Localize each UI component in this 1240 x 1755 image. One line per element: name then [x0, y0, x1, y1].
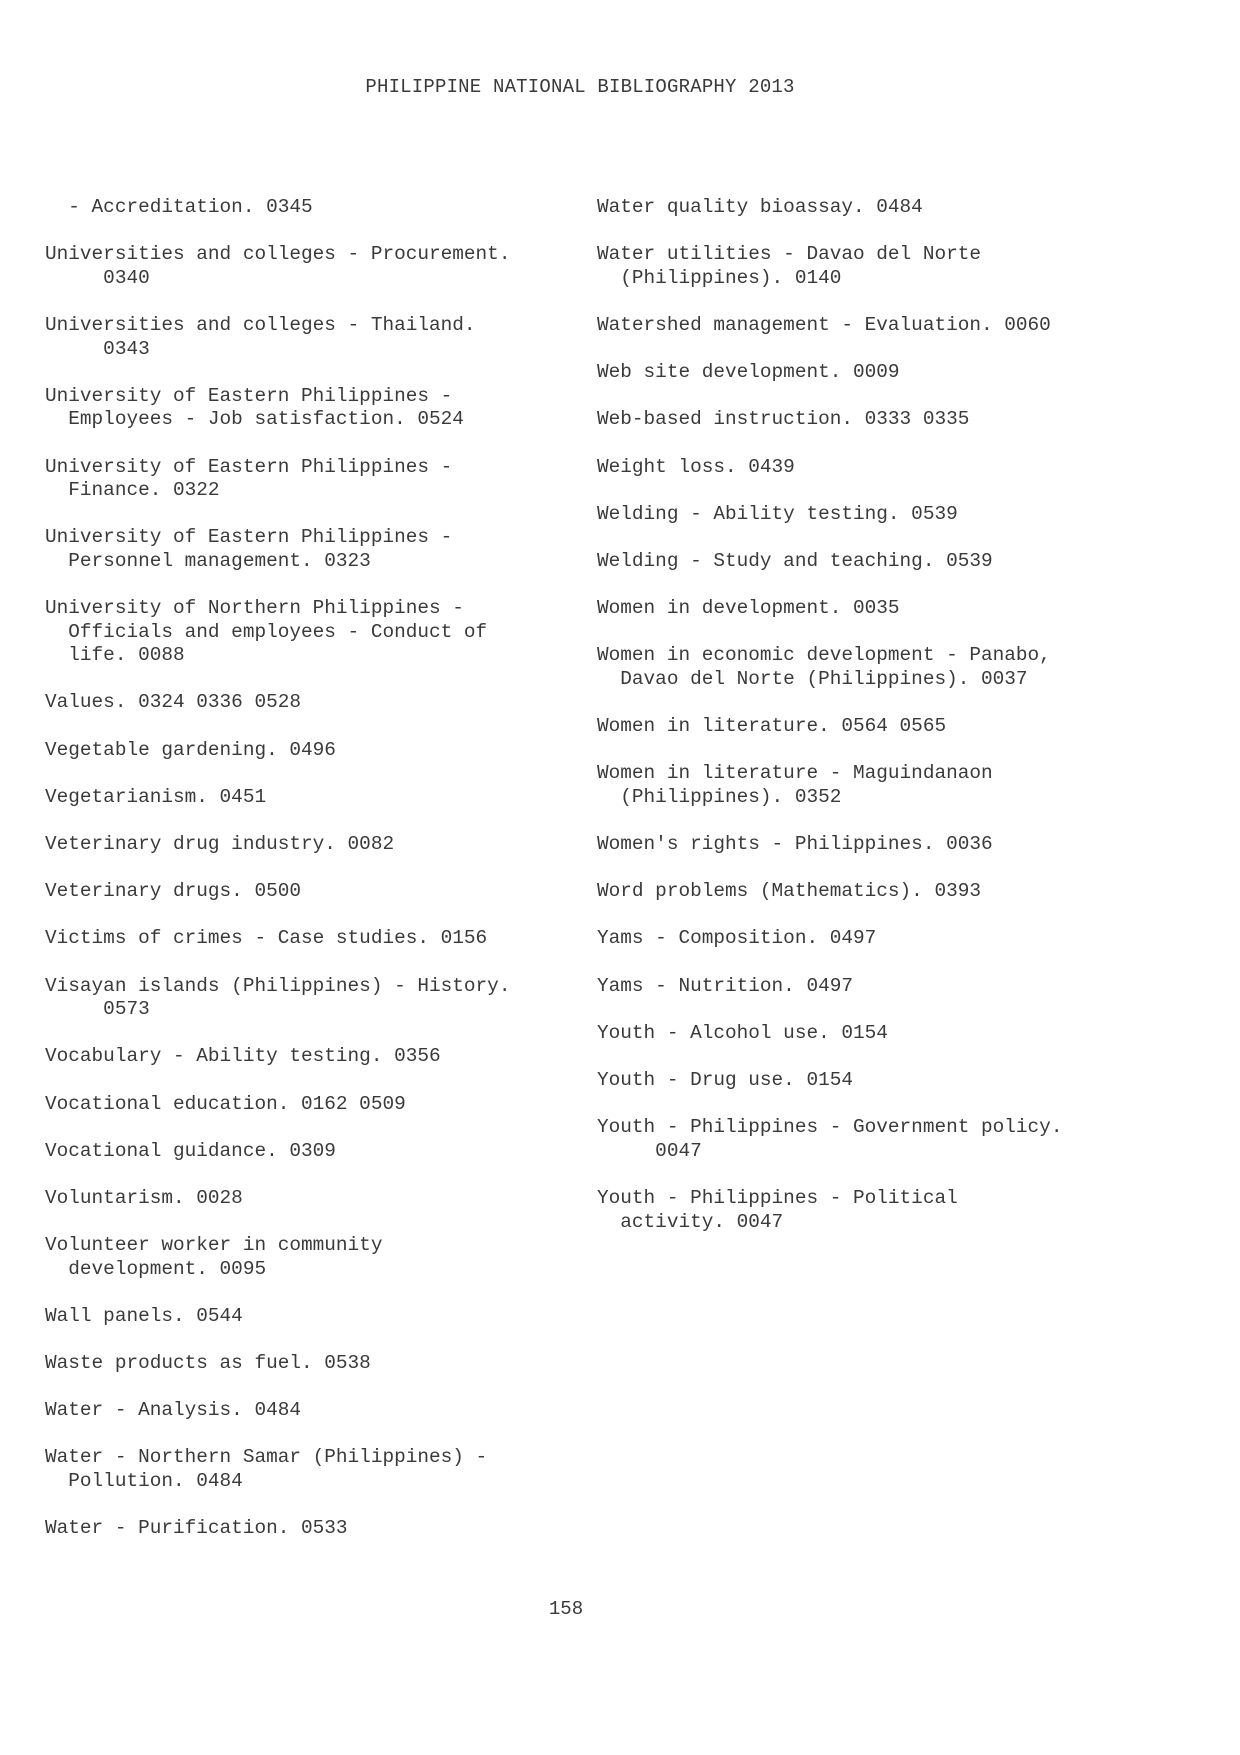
index-entry [45, 691, 605, 715]
index-entry-line: Vocational education. 0162 0509 [45, 1092, 406, 1115]
index-entry [597, 243, 1197, 290]
index-entry-line: Welding - Study and teaching. 0539 [597, 549, 993, 572]
index-entry-line: Welding - Ability testing. 0539 [597, 502, 958, 525]
index-entry-line: Women in development. 0035 [597, 597, 900, 620]
index-entry-line: Web-based instruction. 0333 0335 [597, 408, 970, 431]
index-entry-line: Youth - Philippines - Government policy. [597, 1116, 1063, 1139]
index-entry-line: Veterinary drugs. 0500 [45, 880, 301, 903]
index-entry-line: Water quality bioassay. 0484 [597, 196, 923, 218]
index-entry-line: Yams - Nutrition. 0497 [597, 974, 853, 997]
index-entry [597, 762, 1197, 809]
index-entry-line: Voluntarism. 0028 [45, 1186, 243, 1209]
index-entry [597, 1116, 1197, 1163]
index-entry-line: Visayan islands (Philippines) - History. [45, 974, 511, 997]
index-entry [597, 1069, 1197, 1093]
index-entry [597, 1187, 1197, 1234]
index-entry-line: Volunteer worker in community [45, 1234, 383, 1257]
index-entry-line: Personnel management. 0323 [45, 549, 371, 572]
index-entry-line: Water - Northern Samar (Philippines) - [45, 1446, 488, 1469]
index-entry-line: Youth - Alcohol use. 0154 [597, 1021, 888, 1044]
index-entry-line: Values. 0324 0336 0528 [45, 691, 301, 714]
index-entry [45, 314, 605, 361]
index-entry [45, 1187, 605, 1211]
index-entry-line: Davao del Norte (Philippines). 0037 [597, 667, 1028, 690]
index-entry-line: Women in literature. 0564 0565 [597, 715, 947, 738]
index-entry-line: Water - Analysis. 0484 [45, 1399, 301, 1422]
index-entry [597, 1022, 1197, 1046]
index-entry [45, 1140, 605, 1164]
index-entry-line: University of Eastern Philippines - [45, 455, 453, 478]
index-entry [45, 526, 605, 573]
index-entry-line: (Philippines). 0140 [597, 266, 842, 289]
index-entry [45, 597, 605, 668]
index-entry-line: University of Northern Philippines - [45, 597, 464, 620]
index-entry-line: Youth - Drug use. 0154 [597, 1068, 853, 1091]
index-entry-line: Women in economic development - Panabo, [597, 644, 1051, 667]
index-entry-line: Pollution. 0484 [45, 1470, 243, 1493]
index-entry-line: Youth - Philippines - Political [597, 1186, 958, 1209]
index-entry [45, 1446, 605, 1493]
index-entry [45, 975, 605, 1022]
index-entry-line: - Accreditation. 0345 [45, 196, 313, 218]
index-entry [597, 927, 1197, 951]
index-entry-line: Waste products as fuel. 0538 [45, 1352, 371, 1375]
index-entry [45, 196, 605, 220]
index-entry-line: Word problems (Mathematics). 0393 [597, 880, 981, 903]
index-entry-line: Vegetarianism. 0451 [45, 785, 267, 808]
index-entry [45, 1352, 605, 1376]
index-entry [45, 880, 605, 904]
index-entry-line: Weight loss. 0439 [597, 455, 795, 478]
index-entry-line: University of Eastern Philippines - [45, 526, 453, 549]
index-entry-line: 0047 [597, 1139, 702, 1162]
index-entry-line: 0343 [45, 337, 150, 360]
index-entry-line: life. 0088 [45, 644, 185, 667]
index-entry [45, 1517, 605, 1541]
index-entry [45, 1093, 605, 1117]
left-column [45, 196, 605, 1564]
index-entry [45, 1045, 605, 1069]
index-entry-line: Universities and colleges - Procurement. [45, 243, 511, 266]
index-entry [45, 739, 605, 763]
index-entry-line: University of Eastern Philippines - [45, 384, 453, 407]
index-entry-line: Wall panels. 0544 [45, 1304, 243, 1327]
right-column [597, 196, 1197, 1258]
page-header-title: PHILIPPINE NATIONAL BIBLIOGRAPHY 2013 [365, 76, 795, 98]
index-entry [45, 1305, 605, 1329]
index-entry [45, 927, 605, 951]
index-entry-line: Water - Purification. 0533 [45, 1517, 348, 1540]
index-entry [597, 361, 1197, 385]
index-entry [597, 880, 1197, 904]
index-entry [45, 456, 605, 503]
index-entry-line: activity. 0047 [597, 1210, 784, 1233]
index-entry-line: Finance. 0322 [45, 479, 220, 502]
index-entry [597, 715, 1197, 739]
index-entry [597, 833, 1197, 857]
index-entry [45, 1234, 605, 1281]
index-entry-line: 0340 [45, 266, 150, 289]
index-entry [45, 243, 605, 290]
index-entry [45, 786, 605, 810]
index-entry [597, 597, 1197, 621]
index-entry-line: Officials and employees - Conduct of [45, 620, 488, 643]
index-entry-line: development. 0095 [45, 1257, 267, 1280]
index-entry-line: Yams - Composition. 0497 [597, 927, 877, 950]
index-entry-line: Women in literature - Maguindanaon [597, 762, 993, 785]
page-number: 158 [548, 1598, 584, 1620]
index-entry [45, 385, 605, 432]
index-entry [597, 314, 1197, 338]
index-entry [597, 456, 1197, 480]
index-entry-line: Vocabulary - Ability testing. 0356 [45, 1045, 441, 1068]
index-entry-line: Watershed management - Evaluation. 0060 [597, 313, 1051, 336]
index-entry-line: (Philippines). 0352 [597, 785, 842, 808]
index-entry-line: Web site development. 0009 [597, 361, 900, 384]
index-entry [45, 1399, 605, 1423]
index-entry [45, 833, 605, 857]
index-entry [597, 196, 1197, 220]
index-entry-line: Water utilities - Davao del Norte [597, 243, 981, 266]
index-entry [597, 408, 1197, 432]
index-entry [597, 550, 1197, 574]
index-entry [597, 644, 1197, 691]
index-entry-line: Vegetable gardening. 0496 [45, 738, 336, 761]
index-entry-line: Veterinary drug industry. 0082 [45, 833, 395, 856]
index-entry [597, 975, 1197, 999]
index-entry [597, 503, 1197, 527]
index-entry-line: Vocational guidance. 0309 [45, 1139, 336, 1162]
index-entry-line: 0573 [45, 998, 150, 1021]
index-entry-line: Employees - Job satisfaction. 0524 [45, 408, 464, 431]
index-entry-line: Universities and colleges - Thailand. [45, 313, 476, 336]
index-entry-line: Victims of crimes - Case studies. 0156 [45, 927, 488, 950]
index-entry-line: Women's rights - Philippines. 0036 [597, 833, 993, 856]
